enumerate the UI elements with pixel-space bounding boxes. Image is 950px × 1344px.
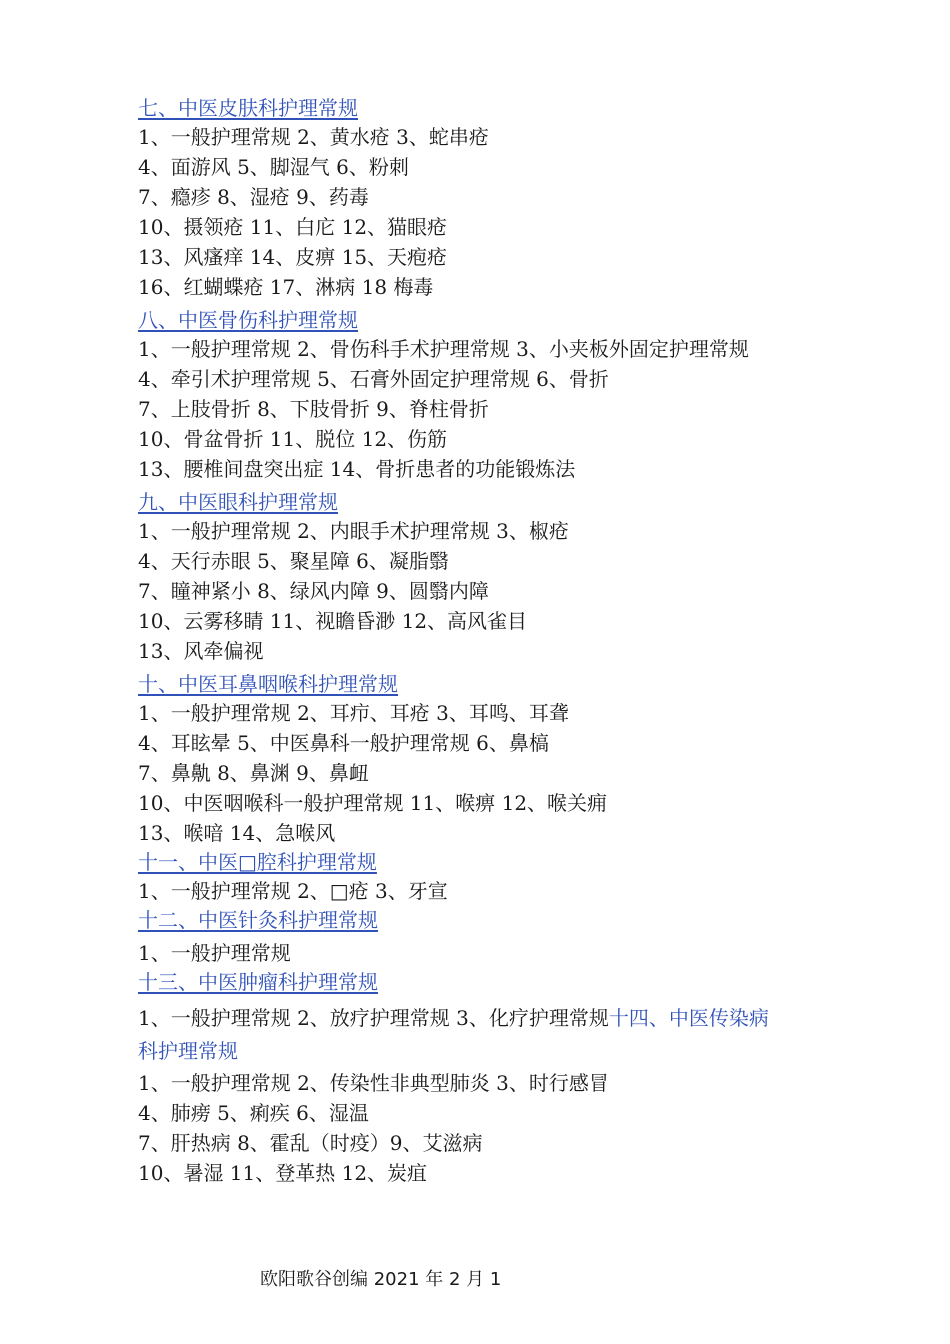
list-line: 16、红蝴蝶疮 17、淋病 18 梅毒 — [138, 275, 434, 299]
list-line: 7、瘾疹 8、湿疮 9、药毒 — [138, 185, 369, 209]
document-body — [138, 94, 798, 1188]
page-footer: 欧阳歌谷创编 2021 年 2 月 1 — [260, 1269, 502, 1290]
list-line: 1、一般护理常规 2、□疮 3、牙宣 — [138, 879, 448, 903]
list-line: 4、面游风 5、脚湿气 6、粉刺 — [138, 155, 409, 179]
list-line: 10、骨盆骨折 11、脱位 12、伤筋 — [138, 427, 448, 451]
section-heading-infectious-disease[interactable]: 十四、中医传染病科护理常规 — [138, 1006, 769, 1063]
list-line: 1、一般护理常规 — [138, 941, 291, 965]
list-line: 7、瞳神紧小 8、绿风内障 9、圆翳内障 — [138, 579, 489, 603]
list-line: 1、一般护理常规 2、耳疖、耳疮 3、耳鸣、耳聋 — [138, 701, 569, 725]
section-heading-acupuncture[interactable]: 十二、中医针灸科护理常规 — [138, 908, 378, 932]
list-line: 13、风瘙痒 14、皮痹 15、天疱疮 — [138, 245, 448, 269]
list-line: 10、暑湿 11、登革热 12、炭疽 — [138, 1161, 428, 1185]
list-line-with-inline-heading — [138, 1002, 786, 1068]
section-heading-ophthalmology[interactable]: 九、中医眼科护理常规 — [138, 490, 338, 514]
list-line: 1、一般护理常规 2、放疗护理常规 3、化疗护理常规 — [138, 1006, 609, 1030]
list-line: 13、风牵偏视 — [138, 639, 264, 663]
list-line: 10、摄领疮 11、白庀 12、猫眼疮 — [138, 215, 448, 239]
list-line: 10、中医咽喉科一般护理常规 11、喉痹 12、喉关痈 — [138, 791, 608, 815]
list-line: 7、鼻鼽 8、鼻渊 9、鼻衄 — [138, 761, 369, 785]
section-heading-stomatology[interactable]: 十一、中医□腔科护理常规 — [138, 850, 377, 874]
list-line: 1、一般护理常规 2、黄水疮 3、蛇串疮 — [138, 125, 489, 149]
list-line: 1、一般护理常规 2、传染性非典型肺炎 3、时行感冒 — [138, 1071, 609, 1095]
list-line: 13、腰椎间盘突出症 14、骨折患者的功能锻炼法 — [138, 457, 576, 481]
list-line: 7、肝热病 8、霍乱（时疫）9、艾滋病 — [138, 1131, 483, 1155]
list-line: 10、云雾移睛 11、视瞻昏渺 12、高风雀目 — [138, 609, 528, 633]
list-line: 7、上肢骨折 8、下肢骨折 9、脊柱骨折 — [138, 397, 489, 421]
section-heading-dermatology[interactable]: 七、中医皮肤科护理常规 — [138, 96, 358, 120]
section-heading-orthopedics[interactable]: 八、中医骨伤科护理常规 — [138, 308, 358, 332]
section-heading-oncology[interactable]: 十三、中医肿瘤科护理常规 — [138, 970, 378, 994]
list-line: 4、耳眩晕 5、中医鼻科一般护理常规 6、鼻槁 — [138, 731, 549, 755]
list-line: 4、牵引术护理常规 5、石膏外固定护理常规 6、骨折 — [138, 367, 609, 391]
list-line: 1、一般护理常规 2、骨伤科手术护理常规 3、小夹板外固定护理常规 — [138, 337, 749, 361]
section-heading-ent[interactable]: 十、中医耳鼻咽喉科护理常规 — [138, 672, 398, 696]
list-line: 13、喉喑 14、急喉风 — [138, 821, 336, 845]
list-line: 4、天行赤眼 5、聚星障 6、凝脂翳 — [138, 549, 449, 573]
list-line: 1、一般护理常规 2、内眼手术护理常规 3、椒疮 — [138, 519, 569, 543]
list-line: 4、肺痨 5、痢疾 6、湿温 — [138, 1101, 369, 1125]
